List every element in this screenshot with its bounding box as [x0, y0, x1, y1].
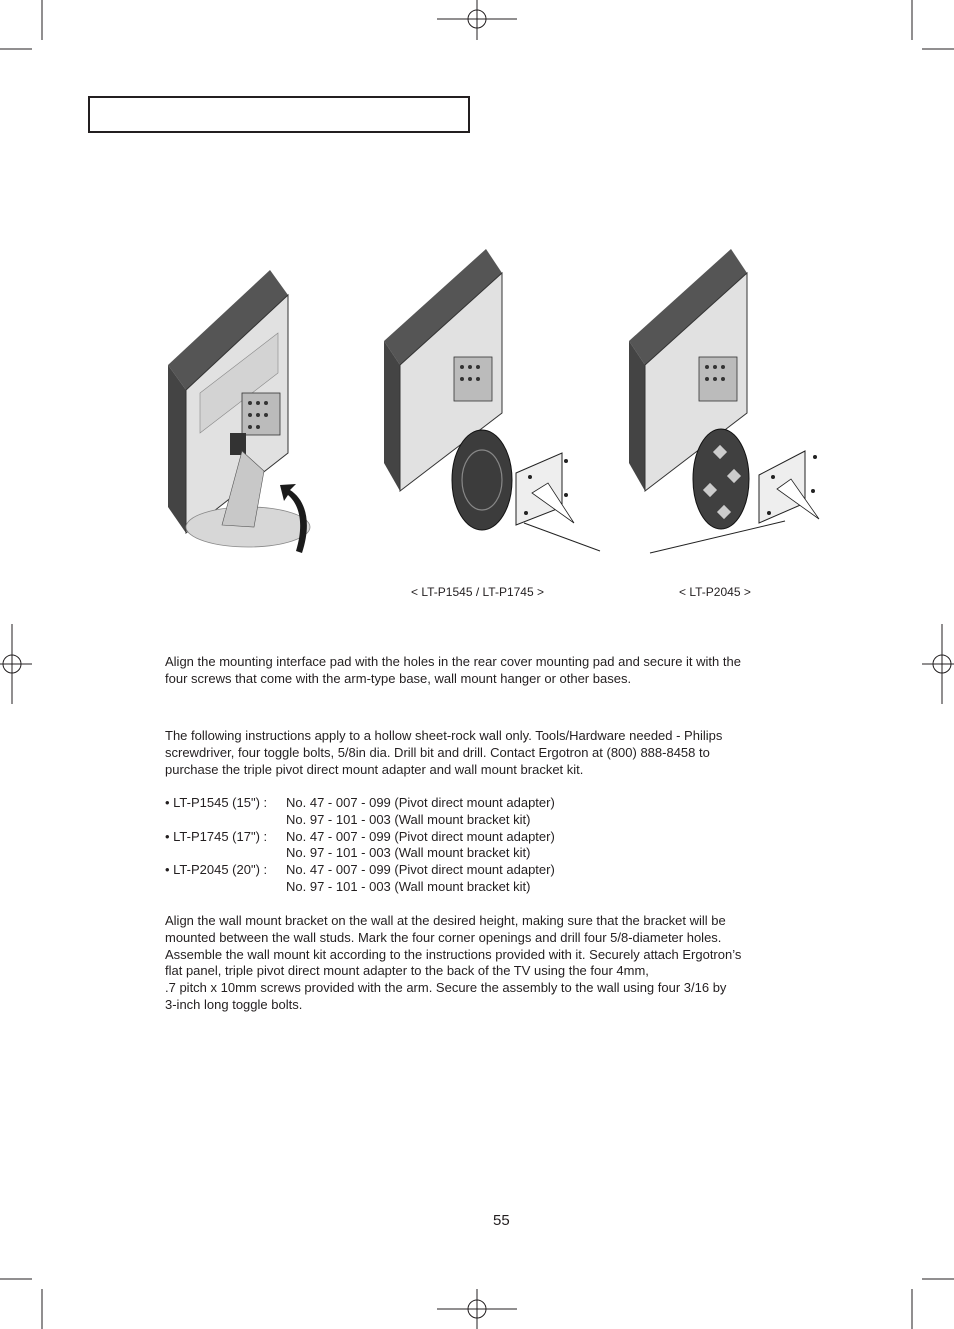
list-item	[165, 795, 765, 812]
text-line: 3-inch long toggle bolts.	[165, 996, 303, 1012]
text-line: The following instructions apply to a hollow sheet-rock wall only. Tools/Hardware needed - Philips	[165, 728, 723, 743]
part-number: No. 97 - 101 - 003 (Wall mount bracket kit)	[286, 811, 531, 827]
part-number: No. 97 - 101 - 003 (Wall mount bracket kit)	[286, 878, 531, 894]
text-line: mounted between the wall studs. Mark the four corner openings and drill four 5/8-diameter holes.	[165, 929, 722, 945]
text-line: purchase the triple pivot direct mount adapter and wall mount bracket kit.	[165, 761, 584, 777]
text-line: Align the wall mount bracket on the wall at the desired height, making sure that the bracket will be	[165, 913, 726, 928]
part-number: No. 47 - 007 - 099 (Pivot direct mount adapter)	[286, 795, 555, 810]
part-number: No. 47 - 007 - 099 (Pivot direct mount adapter)	[286, 862, 555, 878]
list-item	[165, 845, 765, 862]
part-number: No. 47 - 007 - 099 (Pivot direct mount adapter)	[286, 828, 555, 844]
section-title-box	[88, 96, 470, 133]
list-item	[165, 829, 765, 846]
model-label: • LT-P1545 (15") :	[165, 795, 268, 810]
paragraph-bracket-assembly	[165, 913, 741, 1014]
paragraph-wall-mount-instructions	[165, 728, 722, 778]
list-item	[165, 812, 765, 829]
text-line: .7 pitch x 10mm screws provided with the arm. Secure the assembly to the wall using four 3/16 by	[165, 980, 727, 996]
text-line: four screws that come with the arm-type base, wall mount hanger or other bases.	[165, 670, 632, 686]
caption-lt-p2045: < LT-P2045 >	[679, 585, 751, 599]
model-label: • LT-P1745 (17") :	[165, 828, 268, 844]
paragraph-align-mounting-pad	[165, 654, 741, 688]
text-line: flat panel, triple pivot direct mount adapter to the back of the TV using the four 4mm,	[165, 963, 649, 979]
page-number: 55	[493, 1212, 510, 1229]
list-item	[165, 879, 765, 896]
text-line: screwdriver, four toggle bolts, 5/8in dia. Drill bit and drill. Contact Ergotron at (800) 888-8458 to	[165, 744, 710, 760]
text-line: Assemble the wall mount kit according to the instructions provided with it. Securely attach Ergotron’s	[165, 946, 742, 962]
tv-with-round-adapter-illustration	[380, 245, 605, 555]
tv-with-square-adapter-illustration	[625, 245, 825, 555]
model-label: • LT-P2045 (20") :	[165, 862, 268, 878]
model-parts-list	[165, 795, 765, 896]
tv-on-stand-illustration	[160, 265, 320, 555]
text-line: Align the mounting interface pad with the holes in the rear cover mounting pad and secure it with the	[165, 654, 741, 669]
caption-lt-p1545-lt-p1745: < LT-P1545 / LT-P1745 >	[411, 585, 544, 599]
part-number: No. 97 - 101 - 003 (Wall mount bracket kit)	[286, 845, 531, 861]
list-item	[165, 862, 765, 879]
